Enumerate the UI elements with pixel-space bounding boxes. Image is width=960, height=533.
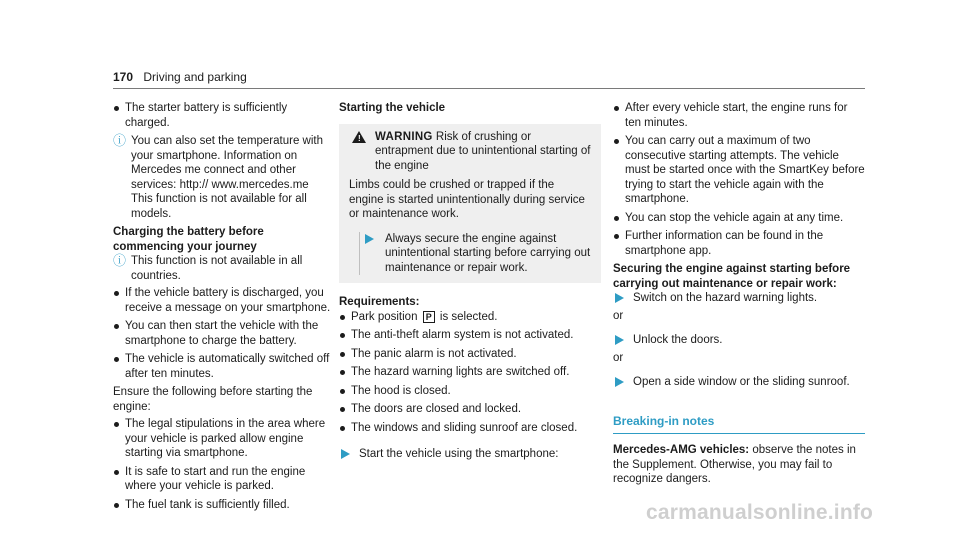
list-item: You can carry out a maximum of two consecutive starting attempts. The vehicle must be started once with the SmartKey before trying to start the vehicle again with the smartphone. <box>613 134 865 207</box>
info-icon: ⓘ <box>113 253 127 268</box>
requirements-heading: Requirements: <box>339 296 420 308</box>
section-heading: Charging the battery before commencing your journey <box>113 226 264 253</box>
list-item: The legal stipulations in the area where your vehicle is parked allow engine starting via smartphone. <box>113 417 333 461</box>
column-middle <box>339 101 601 462</box>
warning-label: WARNING <box>375 130 433 143</box>
column-left <box>113 101 333 516</box>
note-text: You can also set the temperature with your smartphone. Information on Mercedes me connect and other services: http:// www.mercedes.me <box>131 135 323 191</box>
info-icon: ⓘ <box>113 133 127 148</box>
warning-triangle-icon: ! <box>352 131 366 143</box>
action-text: Open a side window or the sliding sunroof. <box>633 376 850 388</box>
note-text: This function is not available in all countries. <box>131 255 303 282</box>
park-symbol: P <box>423 311 435 323</box>
amg-text: observe the notes in the Supplement. Otherwise, you may fail to recognize dangers. <box>613 444 856 485</box>
page-header <box>113 70 247 85</box>
list-item: After every vehicle start, the engine runs for ten minutes. <box>613 101 865 130</box>
list-item: It is safe to start and run the engine where your vehicle is parked. <box>113 465 333 494</box>
requirement-text: Park position <box>351 310 418 323</box>
list-item: If the vehicle battery is discharged, you receive a message on your smartphone. <box>113 286 333 315</box>
action-arrow-icon <box>615 377 624 387</box>
list-item: The fuel tank is sufficiently filled. <box>113 498 333 513</box>
action-arrow-icon <box>365 234 374 244</box>
action-arrow-icon <box>615 335 624 345</box>
action-text: Start the vehicle using the smartphone: <box>359 448 559 460</box>
list-item: The vehicle is automatically switched off after ten minutes. <box>113 352 333 381</box>
action-step <box>613 375 865 390</box>
section-divider <box>613 433 865 434</box>
action-step <box>613 333 865 348</box>
paragraph: Ensure the following before starting the engine: <box>113 386 313 413</box>
action-step <box>339 447 601 462</box>
warning-title: Risk of crushing or entrapment due to unintentional starting of the engine <box>375 130 591 172</box>
section-title: Driving and parking <box>143 70 247 84</box>
list-item: The hazard warning lights are switched off. <box>339 365 601 380</box>
warning-box <box>339 124 601 284</box>
list-item: You can stop the vehicle again at any time. <box>613 211 865 226</box>
list-item: The starter battery is sufficiently charged. <box>113 101 333 130</box>
section-heading: Securing the engine against starting before carrying out maintenance or repair work: <box>613 263 851 290</box>
list-item <box>339 310 601 325</box>
list-item: The anti-theft alarm system is not activated. <box>339 328 601 343</box>
warning-action <box>349 232 591 276</box>
paragraph <box>613 443 865 487</box>
note <box>113 254 333 283</box>
action-arrow-icon <box>615 293 624 303</box>
note <box>113 134 333 221</box>
action-arrow-icon <box>341 449 350 459</box>
warning-body: Limbs could be crushed or trapped if the engine is started unintentionally during service or maintenance work. <box>349 179 585 220</box>
amg-label: Mercedes-AMG vehicles: <box>613 444 750 456</box>
list-item: The panic alarm is not activated. <box>339 347 601 362</box>
requirement-text: is selected. <box>439 310 498 323</box>
action-text: Unlock the doors. <box>633 334 723 346</box>
list-item: Further information can be found in the smartphone app. <box>613 229 865 258</box>
header-divider <box>113 88 865 89</box>
or-text: or <box>613 309 624 322</box>
section-heading: Starting the vehicle <box>339 102 446 114</box>
list-item: The windows and sliding sunroof are closed. <box>339 421 601 436</box>
list-item: You can then start the vehicle with the smartphone to charge the battery. <box>113 319 333 348</box>
warning-action-text: Always secure the engine against unintentional starting before carrying out maintenance or repair work. <box>385 232 591 274</box>
action-step <box>613 291 865 306</box>
page-number: 170 <box>113 70 134 84</box>
watermark: carmanualsonline.info <box>646 501 874 524</box>
or-text: or <box>613 351 624 364</box>
list-item: The hood is closed. <box>339 384 601 399</box>
list-item: The doors are closed and locked. <box>339 402 601 417</box>
warning-header <box>349 130 591 174</box>
note-text-extra: This function is not available for all models. <box>131 193 307 220</box>
column-right <box>613 101 865 487</box>
action-text: Switch on the hazard warning lights. <box>633 292 818 304</box>
breaking-in-heading: Breaking-in notes <box>613 413 715 428</box>
